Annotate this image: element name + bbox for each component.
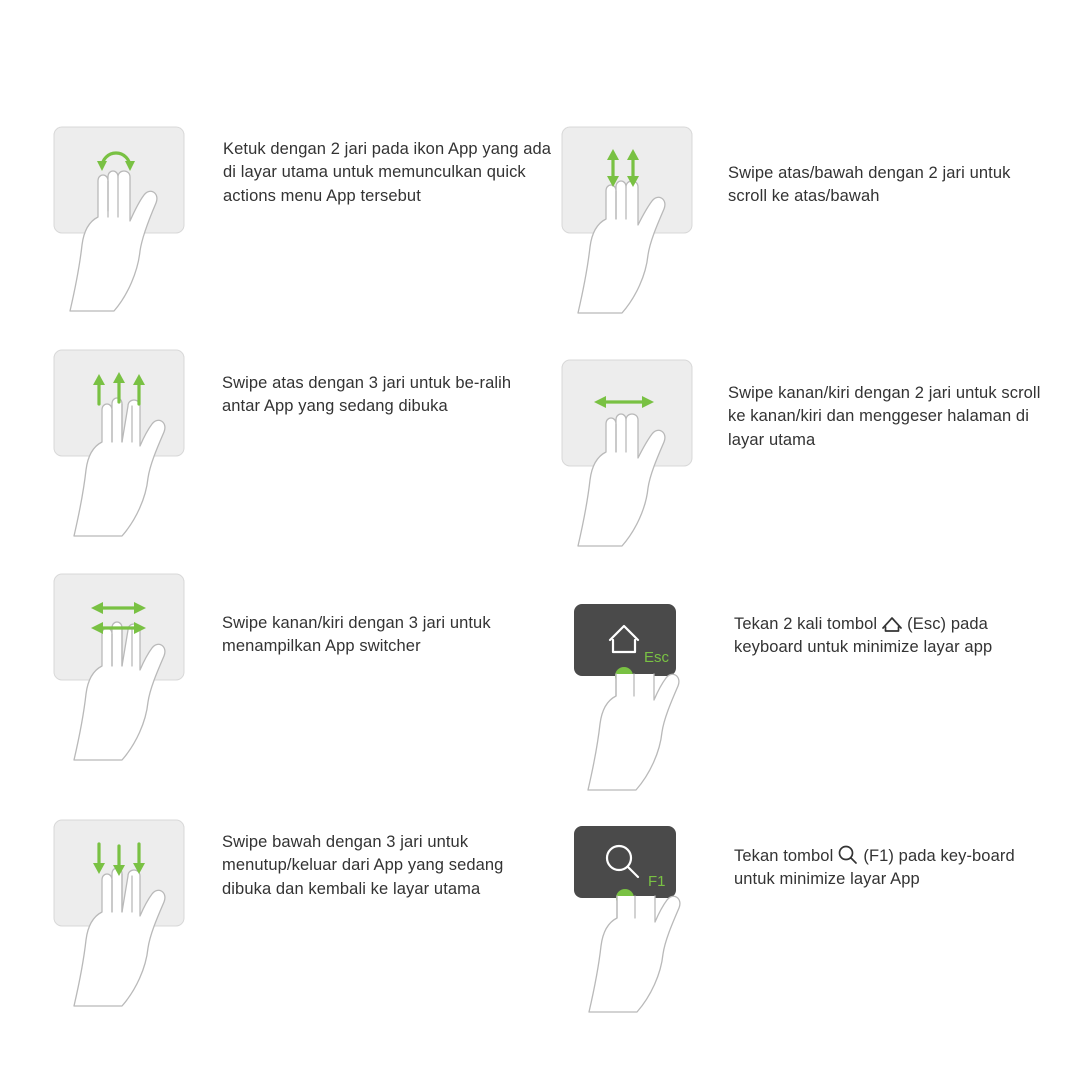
- trackpad-three-finger-down-figure: [52, 818, 202, 1008]
- caption-f1-after: (F1) pada key-board untuk minimize layar App: [734, 847, 1015, 889]
- caption-esc-before: Tekan 2 kali tombol: [734, 615, 878, 633]
- guide-item-three-finger-horizontal: [52, 572, 552, 762]
- trackpad-two-finger-vertical-figure: [560, 125, 710, 315]
- keyboard-esc-key-figure: [566, 600, 716, 800]
- guide-item-f1-key: [566, 822, 1059, 1022]
- f1-key-label: F1: [648, 873, 666, 890]
- caption-esc-after: (Esc) pada keyboard untuk minimize layar app: [734, 615, 993, 657]
- caption-two-finger-tap: Ketuk dengan 2 jari pada ikon App yang ada di layar utama untuk memunculkan quick actions menu App tersebut: [223, 140, 552, 205]
- caption-two-finger-horizontal: Swipe kanan/kiri dengan 2 jari untuk scroll ke kanan/kiri dan menggeser halaman di layar utama: [728, 384, 1041, 449]
- search-icon: [835, 844, 861, 866]
- guide-item-two-finger-tap: [52, 125, 553, 315]
- caption-two-finger-vertical: Swipe atas/bawah dengan 2 jari untuk scroll ke atas/bawah: [728, 164, 1011, 206]
- guide-item-esc-key: [566, 600, 1059, 800]
- caption-three-finger-horizontal: Swipe kanan/kiri dengan 3 jari untuk menampilkan App switcher: [222, 614, 491, 656]
- caption-esc-key: [734, 613, 1059, 660]
- trackpad-two-finger-tap-figure: [52, 125, 202, 315]
- caption-three-finger-down: Swipe bawah dengan 3 jari untuk menutup/keluar dari App yang sedang dibuka dan kembali ke layar utama: [222, 833, 504, 898]
- trackpad-three-finger-horizontal-figure: [52, 572, 202, 762]
- trackpad-three-finger-up-figure: [52, 348, 202, 538]
- guide-item-two-finger-vertical: [560, 125, 1053, 315]
- keyboard-f1-key-figure: [566, 822, 716, 1022]
- guide-item-three-finger-up: [52, 348, 552, 538]
- home-icon: [879, 614, 905, 634]
- caption-f1-before: Tekan tombol: [734, 847, 834, 865]
- guide-item-three-finger-down: [52, 818, 552, 1008]
- guide-item-two-finger-horizontal: [560, 358, 1053, 548]
- trackpad-two-finger-horizontal-figure: [560, 358, 710, 548]
- caption-f1-key: [734, 844, 1059, 892]
- caption-three-finger-up: Swipe atas dengan 3 jari untuk be-ralih antar App yang sedang dibuka: [222, 374, 512, 416]
- esc-key-label: Esc: [644, 649, 670, 666]
